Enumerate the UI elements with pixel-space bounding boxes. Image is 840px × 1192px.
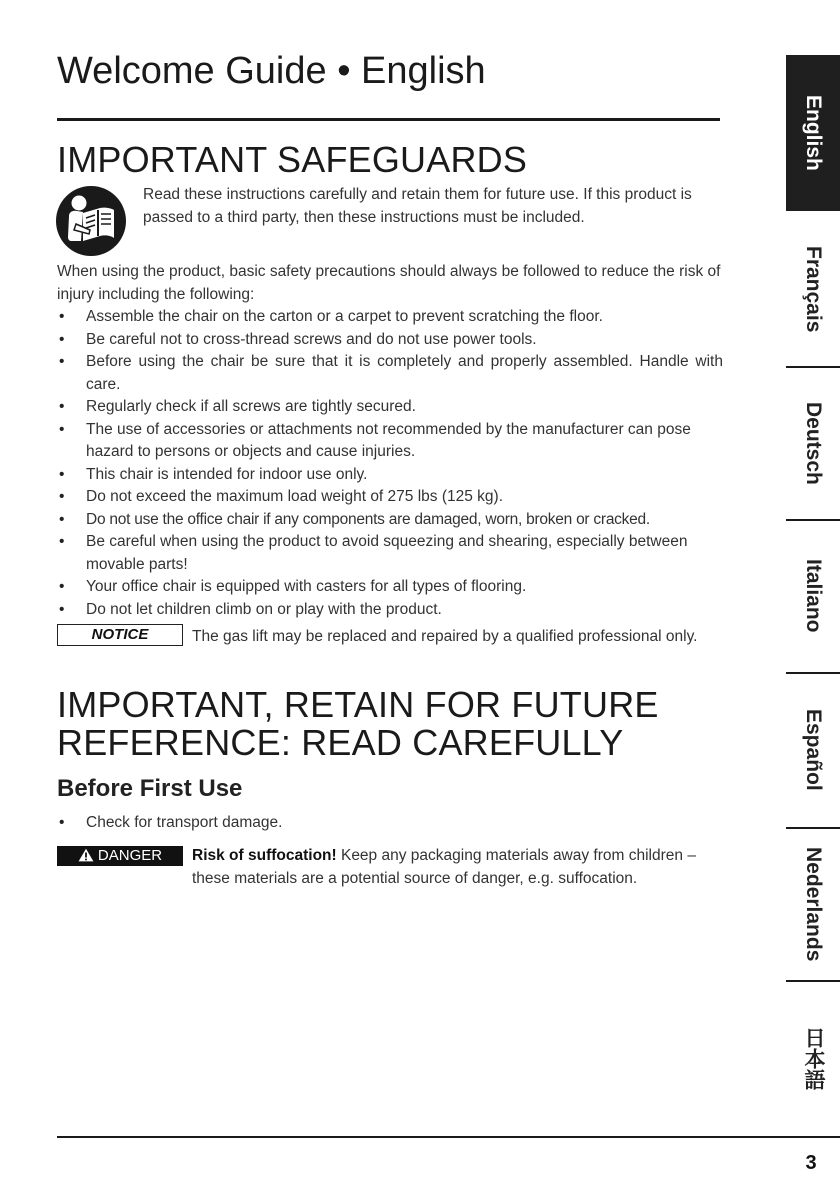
title-divider [57, 118, 720, 121]
notice-badge: NOTICE [57, 624, 183, 646]
list-item: • Check for transport damage. [57, 812, 723, 835]
list-item: • Be careful when using the product to avoid squeezing and shearing, especially between movable parts! [57, 531, 723, 576]
before-first-use-heading: Before First Use [57, 775, 243, 802]
tab-japanese[interactable] [786, 982, 840, 1134]
safeguards-intro: Read these instructions carefully and retain them for future use. If this product is passed to a third party, then these instructions must be included. [143, 186, 692, 226]
list-item: • This chair is intended for indoor use only. [57, 464, 723, 487]
danger-label: DANGER [97, 847, 163, 864]
footer-divider [57, 1136, 840, 1138]
tab-deutsch[interactable] [786, 368, 840, 518]
tab-label: Español [802, 709, 825, 791]
danger-text [192, 845, 712, 890]
danger-body: Keep any packaging materials away from children – these materials are a potential source of danger, e.g. suffocation. [192, 847, 696, 887]
list-item: • Regularly check if all screws are tightly secured. [57, 396, 723, 419]
list-item: • Do not exceed the maximum load weight of 275 lbs (125 kg). [57, 486, 723, 509]
list-item: • Your office chair is equipped with casters for all types of flooring. [57, 576, 723, 599]
tab-label: Nederlands [802, 846, 825, 962]
list-item: • Before using the chair be sure that it is completely and properly assembled. Handle with care. [57, 351, 723, 396]
tab-english[interactable] [786, 55, 840, 211]
page-title: Welcome Guide • English [57, 50, 486, 92]
danger-badge [57, 846, 183, 866]
tab-label: Deutsch [802, 401, 825, 485]
safeguards-lead: When using the product, basic safety precautions should always be followed to reduce the risk of injury including the following: [57, 263, 721, 303]
notice-text: The gas lift may be replaced and repaired by a qualified professional only. [192, 628, 698, 645]
tab-label: 日本語 [802, 1026, 825, 1090]
danger-strong: Risk of suffocation! [192, 847, 337, 864]
retain-heading-line-1: IMPORTANT, RETAIN FOR FUTURE [57, 684, 659, 725]
tab-italiano[interactable] [786, 521, 840, 671]
list-item: • Do not use the office chair if any components are damaged, worn, broken or cracked. [57, 509, 723, 532]
list-item: • Do not let children climb on or play with the product. [57, 599, 723, 622]
tab-label: Italiano [802, 559, 825, 633]
tab-label: Français [802, 245, 825, 333]
tab-francais[interactable] [786, 213, 840, 365]
list-item: • The use of accessories or attachments not recommended by the manufacturer can pose hazard to persons or objects and cause injuries. [57, 419, 723, 464]
list-item: • Assemble the chair on the carton or a carpet to prevent scratching the floor. [57, 306, 723, 329]
tab-espanol[interactable] [786, 674, 840, 826]
page-number: 3 [805, 1152, 817, 1174]
tab-label: English [802, 95, 825, 171]
tab-nederlands[interactable] [786, 829, 840, 979]
safeguards-list [57, 306, 723, 621]
retain-heading-line-2: REFERENCE: READ CAREFULLY [57, 722, 624, 763]
list-item: • Be careful not to cross-thread screws and do not use power tools. [57, 329, 723, 352]
safeguards-heading: IMPORTANT SAFEGUARDS [57, 139, 528, 180]
warning-triangle-icon [78, 848, 94, 862]
before-first-use-list [57, 812, 723, 835]
read-manual-icon [56, 186, 126, 256]
